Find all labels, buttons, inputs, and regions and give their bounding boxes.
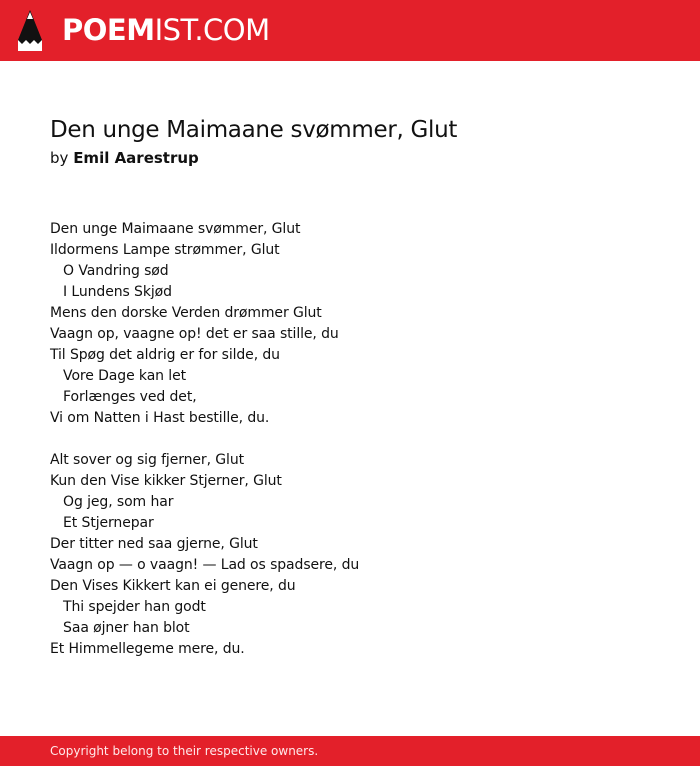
poem-line: Vaagn op — o vaagn! — Lad os spadsere, du — [50, 557, 360, 573]
site-logo-text[interactable] — [62, 12, 270, 48]
copyright-text: Copyright belong to their respective owners. — [50, 744, 319, 758]
stanza — [50, 450, 650, 660]
by-label: by — [50, 149, 69, 167]
poem-line: Den unge Maimaane svømmer, Glut — [50, 221, 301, 237]
pencil-logo-icon[interactable] — [18, 10, 42, 51]
author-name: Emil Aarestrup — [73, 149, 199, 167]
poem-line: Vi om Natten i Hast bestille, du. — [50, 410, 270, 426]
brand-strong: POEM — [62, 13, 155, 47]
poem-line: Saa øjner han blot — [50, 620, 190, 636]
poem-line: Forlænges ved det, — [50, 389, 197, 405]
poem-line: O Vandring sød — [50, 263, 169, 279]
poem-line: Kun den Vise kikker Stjerner, Glut — [50, 473, 282, 489]
site-footer — [0, 736, 700, 766]
poem-body — [50, 219, 650, 681]
poem-title: Den unge Maimaane svømmer, Glut — [50, 117, 458, 143]
poem-line: Et Stjernepar — [50, 515, 154, 531]
poem-line: I Lundens Skjød — [50, 284, 172, 300]
poem-line: Ildormens Lampe strømmer, Glut — [50, 242, 280, 258]
poem-line: Vore Dage kan let — [50, 368, 186, 384]
poem-line: Til Spøg det aldrig er for silde, du — [50, 347, 280, 363]
poem-line: Mens den dorske Verden drømmer Glut — [50, 305, 322, 321]
poem-byline — [50, 149, 199, 167]
poem-line: Der titter ned saa gjerne, Glut — [50, 536, 258, 552]
poem-line: Alt sover og sig fjerner, Glut — [50, 452, 244, 468]
poem-line: Den Vises Kikkert kan ei genere, du — [50, 578, 296, 594]
site-header — [0, 0, 700, 61]
brand-light: IST.COM — [154, 13, 270, 47]
poem-line: Vaagn op, vaagne op! det er saa stille, du — [50, 326, 339, 342]
poem-line: Thi spejder han godt — [50, 599, 206, 615]
poem-line: Og jeg, som har — [50, 494, 174, 510]
poem-line: Et Himmellegeme mere, du. — [50, 641, 245, 657]
stanza — [50, 219, 650, 429]
